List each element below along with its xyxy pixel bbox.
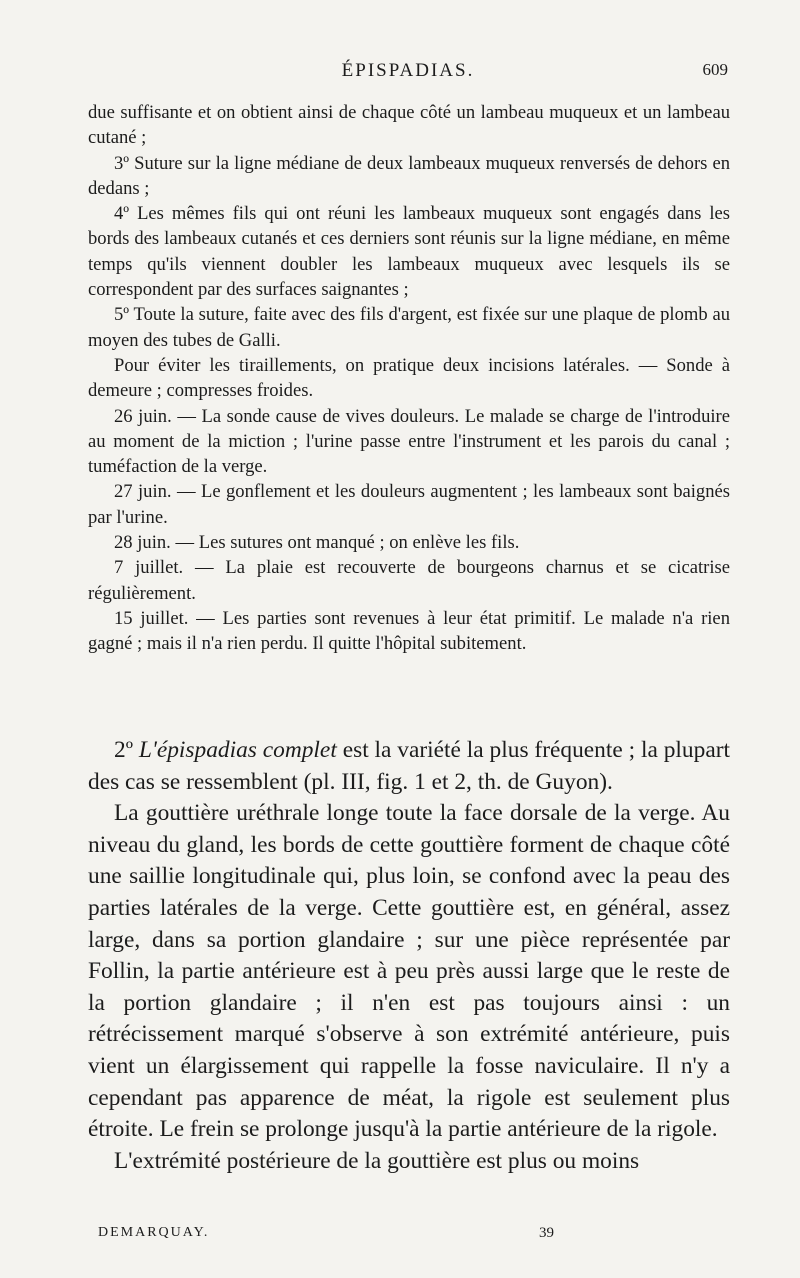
- paragraph: due suffisante et on obtient ainsi de chaque côté un lambeau muqueux et un lambeau cutané ;: [88, 102, 730, 149]
- page-footer: [98, 1225, 722, 1249]
- section-title: L'épispadias complet: [138, 737, 337, 763]
- page-number: 609: [702, 60, 728, 79]
- paragraph: 26 juin. — La sonde cause de vives douleurs. Le malade se charge de l'introduire au moment de la miction ; l'urine passe entre l'instrument et les parois du canal ; tuméfaction de la verge.: [88, 405, 730, 478]
- paragraph: 3º Suture sur la ligne médiane de deux lambeaux muqueux renversés de dehors en dedans ;: [88, 152, 730, 199]
- running-title: ÉPISPADIAS.: [341, 60, 475, 81]
- paragraph: 28 juin. — Les sutures ont manqué ; on enlève les fils.: [114, 532, 520, 554]
- section-intro-text: est la variété la plus fréquente ; la plupart des cas se ressemblent (pl. III, fig. 1 et 2, th. de Guyon).: [88, 737, 730, 795]
- paragraph: 7 juillet. — La plaie est recouverte de bourgeons charnus et se cicatrise régulièrement.: [88, 557, 730, 604]
- section-number: 2º: [114, 737, 133, 763]
- sheet-number: 39: [539, 1225, 554, 1241]
- paragraph: 15 juillet. — Les parties sont revenues à leur état primitif. Le malade n'a rien gagné ; mais il n'a rien perdu. Il quitte l'hôpital subitement.: [88, 607, 730, 655]
- section-intro: [88, 735, 730, 798]
- paragraph: Pour éviter les tiraillements, on pratique deux incisions latérales. — Sonde à demeure ; compresses froides.: [88, 354, 730, 402]
- paragraph: 27 juin. — Le gonflement et les douleurs augmentent ; les lambeaux sont baignés par l'urine.: [88, 481, 730, 528]
- case-notes: [88, 100, 730, 657]
- paragraph: L'extrémité postérieure de la gouttière est plus ou moins: [114, 1147, 640, 1174]
- printer-signature: DEMARQUAY.: [98, 1225, 210, 1240]
- paragraph: 5º Toute la suture, faite avec des fils d'argent, est fixée sur une plaque de plomb au moyen des tubes de Galli.: [88, 304, 730, 351]
- paragraph: 4º Les mêmes fils qui ont réuni les lambeaux muqueux sont engagés dans les bords des lambeaux cutanés et ces derniers sont réunis sur la ligne médiane, en même temps qu'ils viennent doubler les lambeaux muqueux avec lesquels ils se correspondent par des surfaces saignantes ;: [88, 203, 730, 301]
- paragraph: La gouttière uréthrale longe toute la face dorsale de la verge. Au niveau du gland, les bords de cette gouttière forment de chaque côté une saillie longitudinale qui, plus loin, se confond avec la peau des parties latérales de la verge. Cette gouttière est, en général, assez large, dans sa portion glandaire ; sur une pièce représentée par Follin, la partie antérieure est à peu près aussi large que le reste de la portion glandaire ; il n'en est pas toujours ainsi : un rétrécissement marqué s'observe à son extrémité antérieure, puis vient un élargissement qui rappelle la fosse naviculaire. Il n'y a cependant pas apparence de méat, la rigole est seulement plus étroite. Le frein se prolonge jusqu'à la partie antérieure de la rigole.: [88, 800, 730, 1143]
- main-text: [88, 735, 730, 1177]
- running-head: [88, 60, 728, 90]
